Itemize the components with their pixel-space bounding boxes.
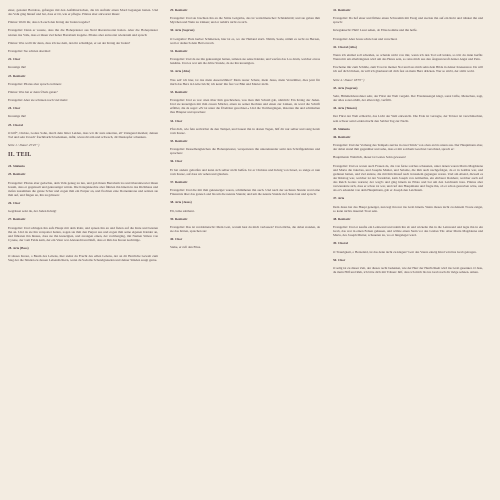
- section-heading: 46. Rezitativ: [333, 134, 351, 139]
- section-heading: 50. Chor: [333, 257, 346, 262]
- section-heading: 29. Rezitativ: [170, 8, 188, 12]
- section-heading: 48. Rezitativ: [333, 216, 351, 221]
- text-paragraph: Evangelist: Und es war oben über ihm geschrieben, was man ihm Schuld gab, nämlich: Ein König der Juden. Und sie kreuzigten mit ihm zween Mörder, einen zu seiner Rechten und einen zur Linken, da ward die Schrift erfüllet, die da saget: »Er ist unter die Übeltäter gerechnet.« Und die Vorübergingen, lästerten ihn und schüttelten ihre Häupter und sprachen:: [170, 98, 320, 115]
- side-marker: Seite 1 / Dauer 25'45" ): [8, 143, 40, 148]
- text-paragraph: Was seh' ich hier, ist das mein Auserwählter? Mein teurer Schatz, mein Jesus, mein Verwählter, dies jetzt für mich das Herz in Liebe bricht; ich kenn' ihn fast vor Blut und Marter nicht.: [170, 77, 320, 86]
- text-paragraph: Sehr, Himmelsbewohner sehr, der Fürst der Welt vergeht. Der Friedensengel klagt, sonst Lüfte, Menschen, zagt, der alles sonst erhält, der alles trägt, verfällt.: [333, 93, 483, 103]
- section-heading: 41. Rezitativ: [333, 8, 351, 12]
- text-paragraph: Evangelist: Pilatus aber sprach zu ihnen:: [8, 81, 62, 86]
- section-heading: 37. Rezitativ: [170, 179, 188, 184]
- text-paragraph: Kriegsknecht: Halt! Lasst sehen, ob Elias komme und ihn helfe.: [333, 28, 418, 33]
- text-paragraph: Dein Jesus hat das Haupt geneiget, nun legt ihn nur ins Grab hinein. Wenn dieses nicht zu deinem Troste zeiget, so kann nichts dauernd Trost sein.: [333, 204, 483, 213]
- section-heading: 24. Sinfonia: [8, 164, 25, 169]
- text-paragraph: Evangelist: Und schlugen ihn aufs Haupt mit dem Rohr, und spieen ihn an und fielen auf die Knie und beteten ihn an. Und da sie ihn verspottet hatten, zogen sie ihm den Purpur aus und zogen ihm seine eigenen Kleider an, und führeten ihn hinaus, dass sie ihn kreuzigten, und zwangen einen, der vorüberging, mit Namen Simon von Cyrene, der vom Felde kam, der ein Vater war Alexandri und Rufi, dass er ihm das Kreuz nachtrüge.: [8, 225, 158, 242]
- text-paragraph: O Golgatha! Platz herber Schmerzen, hier ist es, wo der Heiland starb. Nimm, Seele, nimm es recht zu Herzen, weil er dadurch dein Heil erwarb.: [170, 36, 320, 45]
- text-paragraph: Pfui dich, wie fein zerbrichst du den Tempel, und bauest ihn in dreien Tagen, hilf dir nur selber und steig herab vom Kreuz.: [170, 126, 320, 135]
- text-paragraph: Evangelist: Aber sie schrieen noch viel mehr:: [8, 98, 68, 103]
- text-paragraph: Kreuzige ihn!: [8, 114, 27, 119]
- text-paragraph: Wenn ich einmal soll scheiden, so scheide nicht von mir, wenn ich den Tod soll leiden, so tritt du dann herfür. Wenn mir am allerbängsten wird um das Herze sein, so reiss mich aus den Ängsten kraft deiner Angst und Pein.: [333, 53, 483, 62]
- text-paragraph: Pilatus: Wollt ihr, dass ich euch den König der Juden losgebe?: [8, 20, 91, 25]
- text-paragraph: O süsses Kreuz, o Baum des Lebens, hier stehst du Frucht des edlen Lebens, der an dir Herrliche Gewalt zum Sieg der die Sünden zu dessen Lebenslichtern, wenn du Sodoms Schandgreuelen und deiner Sünden zeugt gerne.: [8, 254, 158, 263]
- text-paragraph: Erscheine mir zum Schilde, zum Trost in meiner Not und lass mich sehn dein Bilde in deiner Kreuzesnot. Da will ich auf dich blicken, da will ich glaubensvoll dich fest an mein Herz drücken. Wer so stirbt, der stirbt wohl.: [333, 65, 483, 74]
- text-paragraph: O hilf*, Christe, Gottes Sohn, durch dein bitter Leiden, dass wir dir stets untertan, all' Untugend meiden; deinen Tod und sein Ursach' fruchtbarlich bedenken, dafür, wiewohl arm und schwach, dir Dankopfer schenken.: [8, 130, 158, 139]
- text-paragraph: Der Fürst der Welt erbleicht, das Licht der Welt entweicht. Die Erde ist verzagte, der Tröster ist verschmachtet, sein schwer sein Leiden macht den Sabbat Tag zur Nacht.: [333, 114, 483, 123]
- text-column-left: [8, 8, 158, 267]
- text-column-middle: [170, 8, 320, 254]
- section-heading: 22. Chor: [8, 57, 21, 62]
- section-heading: 45. Sinfonia: [333, 126, 350, 131]
- text-paragraph: Evangelist: Und er kaufte ein Leinwand und nahm ihn ab und wickelte ihn in die Leinwand und legte ihn in ein Grab, das war in einen Felsen gehauen, und wälzte einen Stein vor des Grabes Tür. Aber Maria Magdalena und Maria, des Joseph Mutter, schaueten zu, wo er hingeleget ward.: [333, 224, 483, 238]
- text-paragraph: Evangelist: Denn er wusste, dass ihn die Hohepriester aus Neid überantwortet hatten. Aber die Hohepriester reizten das Volk, dass er ihnen viel lieber Barrabam losgebe. Pilatus aber antwortet wiederum und sprach:: [8, 28, 158, 37]
- section-heading: 24. Chor: [8, 106, 21, 111]
- text-paragraph: Evangelist: Da lief einer und füllete einen Schwamm mit Essig und steckte ihn auf ein Rohr und tränket ihn und sprach:: [333, 16, 483, 25]
- section-heading: 35. Rezitativ: [170, 139, 188, 143]
- section-heading: 49. Choral: [333, 241, 348, 246]
- text-paragraph: Evangelist: Aber Jesus schrie laut und verschied.: [333, 36, 398, 41]
- section-heading: 47. Aria: [333, 196, 345, 201]
- text-paragraph: Evangelist: Und da sie ihn gekreuziget hatten, teileten sie seine Kleider, und warfen das Los drum, welcher etwas bekäme. Und es war um die dritte Stunde, da sie ihn kreuzigten.: [170, 57, 320, 66]
- section-heading: 30. Aria (Sopran): [170, 28, 195, 33]
- text-paragraph: Evangelist: Sie schrien abermal:: [8, 48, 51, 53]
- text-paragraph: Evangelist: Pilatus aber gedachte, dem Volk genug zu tun, und gab ihnen Barrabam los und überantwortet ihnen Jesum, dass er gegeisselt und gekreuziget würde. Die Kriegsknechte aber führten ihn hinein in das Richthaus und riefen zusammen die ganze Schar und zogen ihm ein Purpur an, und flochten eine Dornenkrone und setzten sie ihm auf, und fingen an, ihn zu grüssen:: [8, 180, 158, 197]
- part-heading: II. TEIL: [8, 152, 32, 159]
- text-paragraph: Eli, lama sabthani.: [170, 208, 195, 213]
- section-heading: 25. Choral: [8, 122, 23, 127]
- section-heading: 38. Aria (Jesus): [170, 200, 192, 205]
- text-paragraph: Hauptmann: Wahrlich, dieser ist Gottes Sohn gewesen!: [333, 155, 406, 160]
- section-heading: 34. Chor: [170, 118, 183, 123]
- section-heading: 31. Rezitativ: [170, 48, 188, 53]
- section-heading: 26. Chor: [8, 201, 21, 206]
- section-heading: 42. Choral (Alto): [333, 44, 357, 49]
- text-paragraph: Evangelist: Das ist verdolmetscht: Mein Gott, warum hast du mich verlassen? Und etliche, die dabei standen, da sie das hörten, sprachen sie:: [170, 224, 320, 234]
- text-paragraph: Kreuzige ihn!: [8, 65, 27, 70]
- text-paragraph: einer, genannt Barrabas, gefangen mit den Aufrührerischen, die im Aufruhr einen Mord begangen hatten. Und das Volk ging hinauf und bat, dass er tät, wie er pflegte. Pilatus aber antwortet ihnen:: [8, 8, 158, 17]
- section-heading: 33. Rezitativ: [170, 89, 188, 94]
- text-paragraph: Gegrüsset seist du, der Juden König!: [8, 209, 57, 214]
- text-paragraph: Pilatus: Was wollt ihr denn, dass ich tue dem, den ihr schuldiget, er sei der König der Juden?: [8, 40, 131, 45]
- text-paragraph: Siehe, er ruft den Elias.: [170, 245, 201, 250]
- text-paragraph: O selig ist zu dieser Zeit, der dieses recht bedenket, wie der Herr der Herrlichkeit wird ins Grab gesenket. O Jesu, du mein Hilf und Ruh, ich bitte dich mit Tränen: hilf, dass ich mich bis ins Grab nach dir möge sehnen. Amen.: [333, 265, 483, 274]
- section-heading: 43. Aria (Sopran): [333, 85, 358, 90]
- section-heading: 27. Rezitativ: [8, 217, 26, 222]
- text-paragraph: Evangelist: Desselbengleichen die Hohenpriester, verspotteten ihn untereinander samt den Schriftgelehrten und sprachen:: [170, 147, 320, 156]
- section-heading: 40. Chor: [170, 237, 183, 242]
- section-heading: 36. Chor: [170, 159, 183, 164]
- section-heading: 32. Aria (Alto): [170, 69, 191, 74]
- side-marker: Seite 4 / Dauer 18'35" ): [333, 77, 365, 82]
- text-column-right: [333, 8, 483, 278]
- text-paragraph: O Traurigkeit, o Herzeleid, ist das denn nicht zu klagen? Gott des Vaters einzig Kind wird ins Grab getragen.: [333, 249, 477, 254]
- text-paragraph: Evangelist: Und die mit ihm gekreuziget waren, schmäheten ihn auch. Und nach der sechsten Stunde ward eine Finsternis über das ganze Land bis um die neunte Stunde; und um die neunte Stunde rief Jesus laut und sprach:: [170, 188, 320, 197]
- section-heading: 44. Aria (Tenore): [333, 106, 357, 111]
- text-paragraph: Evangelist: Und es waren auch Frauen da, die von ferne solches schaueten, unter denen waren Maria Magdalena und Maria die Jakobus, und Josephs Mutter, und Salome, die ihm auch nachgefolget, da er in Galiläa war, und gedienet hatten, und viel andere, die mit ihm hinauf nach Jerusalem gegangen waren. Und am Abend, dieweil es der Rüsttag war, welcher ist der Vorsabbat, kam Joseph von Arimathia, ein ehrbarer Ratsherr, welcher auch auf das Reich Gottes wartete; der wagt's und ging hinein zu Pilato und bat um den Leichnam Jesu. Pilatus aber verwunderte sich, dass er schon tot war, und rief den Hauptmann und fragte ihn, ob er schon gestorben wäre, und als er's erkundet von dem Hauptmann, gab er Joseph den Leichnam.: [333, 163, 483, 193]
- section-heading: 28. Aria (Bass): [8, 246, 29, 251]
- section-heading: 23. Rezitativ: [8, 73, 26, 78]
- text-paragraph: Evangelist: Und sie brachten ihn an die Stätte Golgatha, das ist verdolmetschet: Schädelstätt; und sie gaben ihm Myrrhen und Wein zu trinken; und er nahm's nicht zu sich.: [170, 16, 320, 25]
- text-paragraph: Er hat andern geholfen und kann sich selber nicht helfen. Ist er Christus und König von Israel, so steige er nun vom Kreuz, auf dass wir sehen und glauben.: [170, 167, 320, 176]
- text-paragraph: Evangelist: Und der Vorhang des Tempels zerriss in zwei Stück' von oben an bis unten aus. Der Hauptmann aber, der dabei stund ihm gegenüber und sahe, dass er mit solchem Geschrei verschied, sprach er:: [333, 143, 483, 152]
- text-paragraph: Pilatus: Was hat er denn Übels getan?: [8, 89, 58, 94]
- section-heading: 39. Rezitativ: [170, 216, 188, 221]
- section-heading: 25. Rezitativ: [8, 172, 26, 177]
